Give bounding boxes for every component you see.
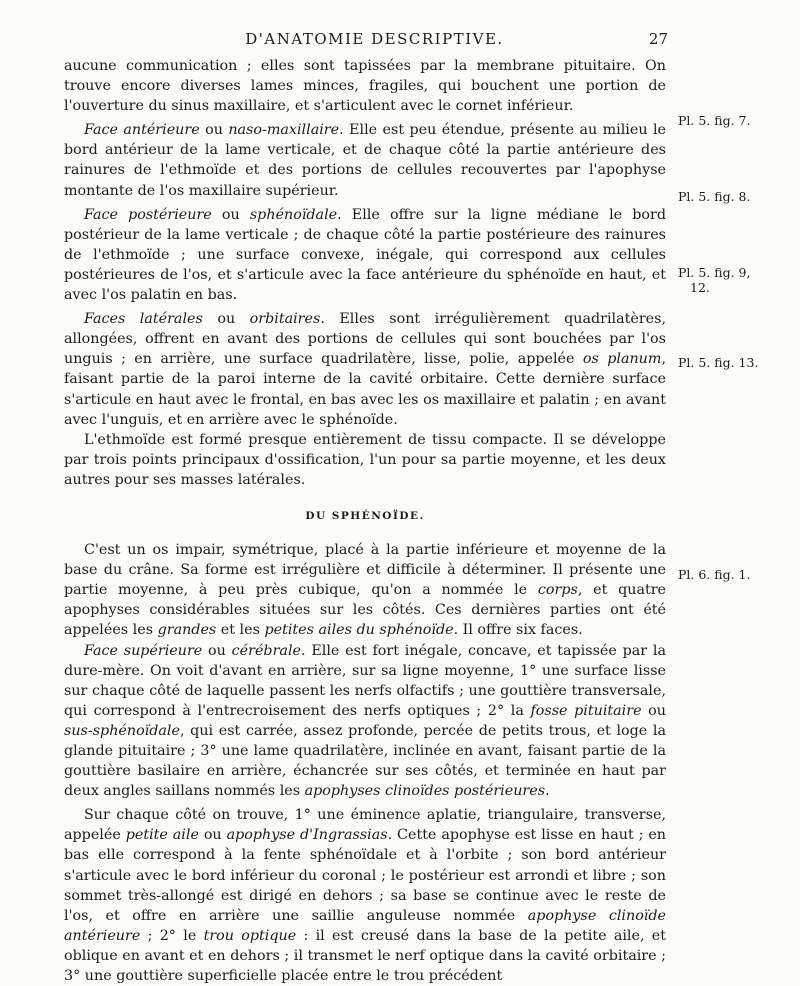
paragraph-sphenoide-intro: C'est un os impair, symétrique, placé à la partie inférieure et moyenne de la base du crâne. Sa forme est irrégulière et difficile à déterminer. Il présente une partie moyenne, à peu près cubique, qu'on a nommée le corps, et quatre apophyses considérables situées sur les côtés. Ces dernières parties ont été appelées les grandes et les petites ailes du sphénoïde. Il offre six faces. xyxy=(64,542,667,639)
term-apophyse-ingrassias: apophyse d'Ingrassias xyxy=(226,827,388,844)
page-header xyxy=(60,30,668,48)
margin-note-plate-ref: Pl. 5. fig. 13. xyxy=(678,355,759,370)
page-body xyxy=(64,56,666,986)
term-cerebrale: cérébrale xyxy=(231,642,301,659)
paragraph-face-posterieure: Face postérieure ou sphénoïdale. Elle offre sur la ligne médiane le bord postérieur de la lame verticale ; de chaque côté la partie postérieure des rainures de l'ethmoïde ; une surface convexe, inégale, qui correspond aux cellules postérieures de l'os, et s'articule avec la face antérieure du sphénoïde en haut, et avec l'os palatin en bas. xyxy=(64,206,666,304)
term-orbitaires: orbitaires xyxy=(249,311,321,328)
paragraph-faces-laterales: Faces latérales ou orbitaires. Elles sont irrégulièrement quadrilatères, allongées, offrent en avant des portions de cellules qui sont bouchées par l'os unguis ; en arrière, une surface quadrilatère, lisse, polie, appelée os planum, faisant partie de la paroi interne de la cavité orbitaire. Cette dernière surface s'articule en haut avec le frontal, en bas avec les os maxillaire et palatin ; en avant avec l'unguis, et en arrière avec le sphénoïde. xyxy=(64,311,667,428)
paragraph-face-anterieure: Face antérieure ou naso-maxillaire. Elle est peu étendue, présente au milieu le bord antérieur de la lame verticale, et de chaque côté la partie antérieure des rainures de l'ethmoïde et des portions de cellules recouvertes par l'apophyse montante de l'os maxillaire supérieur. xyxy=(64,122,666,199)
term-trou-optique: trou optique xyxy=(203,927,297,944)
term-face-anterieure: Face antérieure xyxy=(84,122,200,139)
section-heading: DU SPHÉNOÏDE. xyxy=(305,509,425,522)
running-title: D'ANATOMIE DESCRIPTIVE. xyxy=(245,30,504,48)
term-naso-maxillaire: naso-maxillaire xyxy=(228,122,340,139)
paragraph-face-superieure: Face supérieure ou cérébrale. Elle est fort inégale, concave, et tapissée par la dure-mère. On voit d'avant en arrière, sur sa ligne moyenne, 1° une surface lisse sur chaque côté de laquelle passent les nerfs olfactifs ; une gouttière transversale, qui correspond à l'entrecroisement des nerfs optiques ; 2° la fosse pituitaire ou sus-sphénoïdale, qui est carrée, assez profonde, percée de petits trous, et loge la glande pituitaire ; 3° une lame quadrilatère, inclinée en avant, faisant partie de la gouttière basilaire en arrière, échancrée sur ses côtés, et terminée en haut par deux angles saillans nommés les apophyses clinoïdes postérieures. xyxy=(64,642,667,800)
margin-note-plate-ref-continued: 12. xyxy=(690,280,710,295)
paragraph-ethmoide-ossification: L'ethmoïde est formé presque entièrement de tissu compacte. Il se développe par trois points principaux d'ossification, l'un pour sa partie moyenne, et les deux autres pour ses masses latérales. xyxy=(64,431,666,488)
term-face-superieure: Face supérieure xyxy=(84,642,203,659)
paragraph-petite-aile: Sur chaque côté on trouve, 1° une éminence aplatie, triangulaire, transverse, appelée petite aile ou apophyse d'Ingrassias. Cette apophyse est lisse en haut ; en bas elle correspond à la fente sphénoïdale et à l'orbite ; son bord antérieur s'articule avec le bord inférieur du coronal ; le postérieur est arrondi et libre ; son sommet très-allongé est dirigé en dehors ; sa base se continue avec le reste de l'os, et offre en arrière une saillie anguleuse nommée apophyse clinoïde antérieure ; 2° le trou optique : il est creusé dans la base de la petite aile, et oblique en avant et en dehors ; il transmet le nerf optique dans la cavité orbitaire ; 3° une gouttière superficielle placée entre le trou précédent xyxy=(64,807,667,985)
term-os-planum: os planum xyxy=(582,351,662,368)
margin-note-plate-ref: Pl. 5. fig. 9, xyxy=(678,265,751,280)
term-faces-laterales: Faces latérales xyxy=(84,311,203,328)
margin-note-plate-ref: Pl. 6. fig. 1. xyxy=(678,567,751,582)
margin-note-plate-ref: Pl. 5. fig. 7. xyxy=(678,113,751,128)
page-number: 27 xyxy=(648,30,668,48)
paragraph-continuation: aucune communication ; elles sont tapissées par la membrane pituitaire. On trouve encore diverses lames minces, fragiles, qui bouchent une portion de l'ouverture du sinus maxillaire, et s'articulent avec le cornet inférieur. xyxy=(64,58,666,115)
term-apophyses-clinoides-posterieures: apophyses clinoïdes postérieures xyxy=(304,783,546,800)
term-fosse-pituitaire: fosse pituitaire xyxy=(530,702,642,719)
term-apophyse-clinoide-anterieure: apophyse clinoïde antérieure xyxy=(64,907,666,944)
term-petites-ailes: petites ailes du sphénoïde xyxy=(264,622,454,639)
term-petite-aile: petite aile xyxy=(125,827,199,844)
term-sphenoidale: sphénoïdale xyxy=(249,206,338,223)
term-face-posterieure: Face postérieure xyxy=(84,206,212,223)
term-grandes: grandes xyxy=(157,622,217,639)
term-sus-sphenoidale: sus-sphénoïdale xyxy=(64,722,180,739)
margin-note-plate-ref: Pl. 5. fig. 8. xyxy=(678,189,751,204)
term-corps: corps xyxy=(537,582,578,599)
